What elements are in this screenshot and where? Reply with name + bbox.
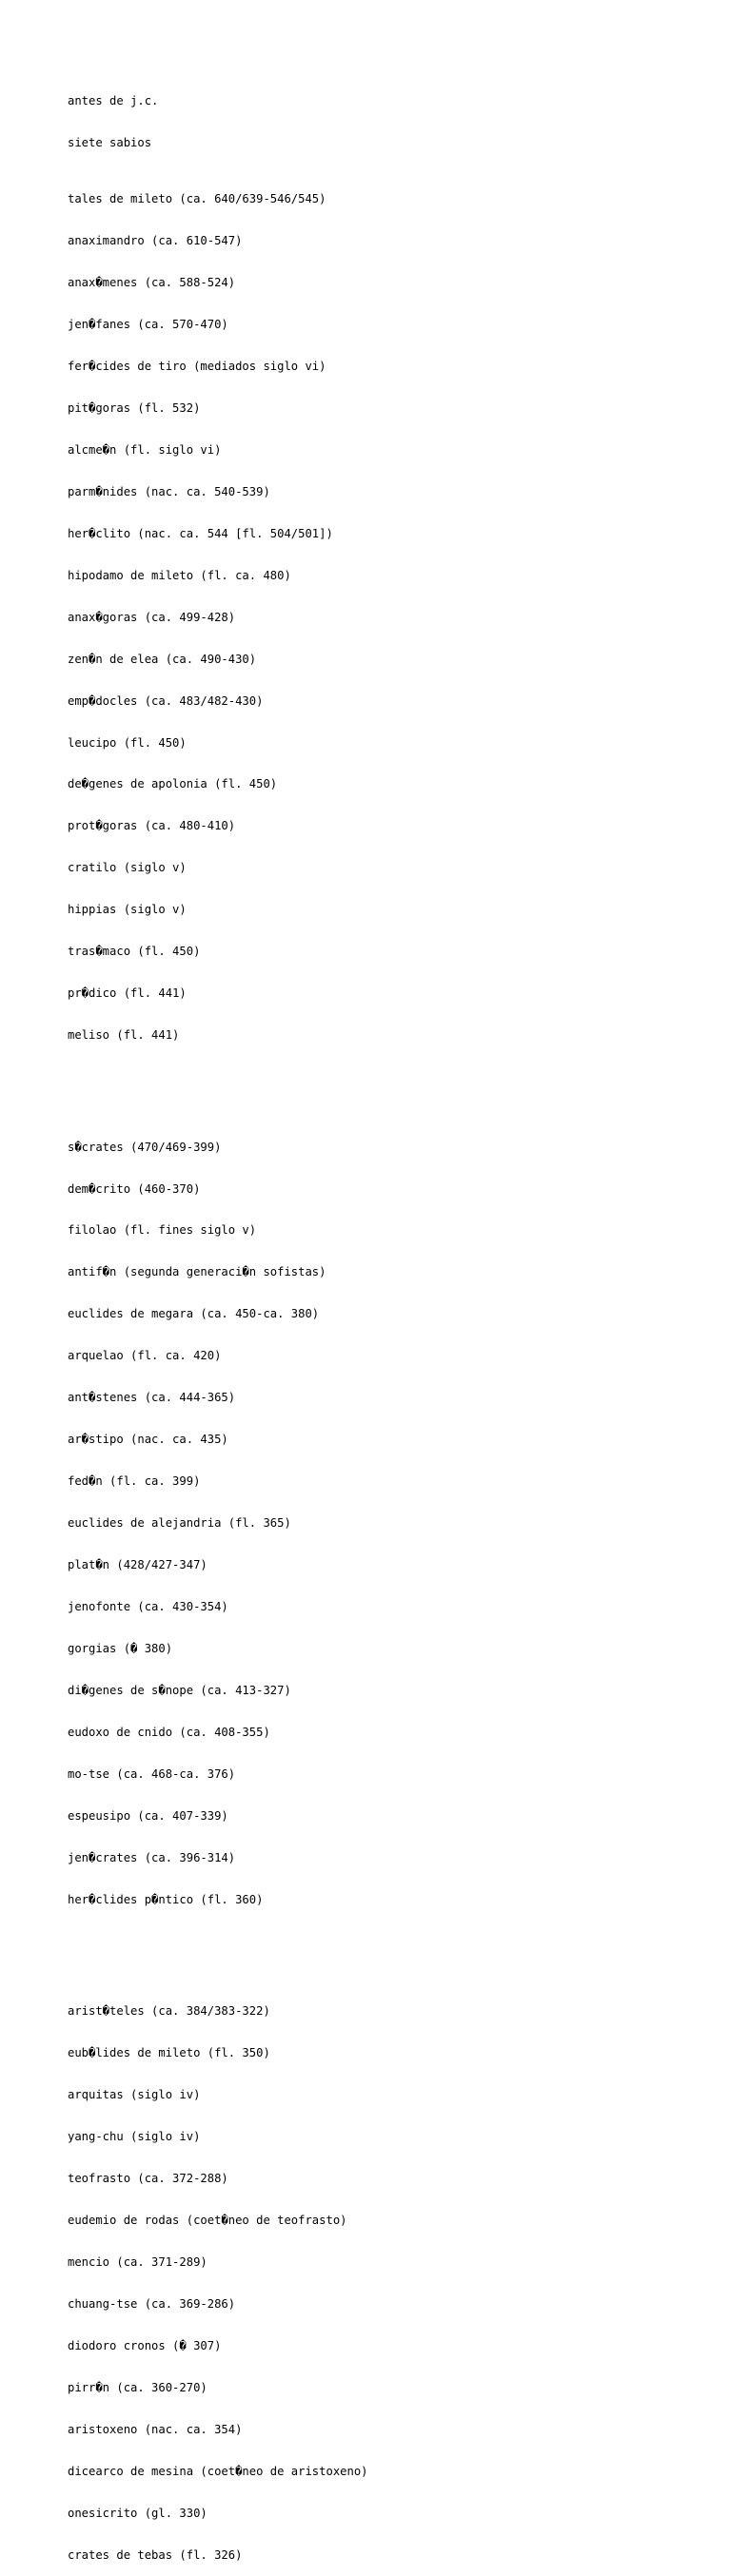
philosopher-entry: jenofonte (ca. 430-354) (68, 1600, 228, 1614)
philosopher-entry: de�genes de apolonia (fl. 450) (68, 777, 278, 791)
philosopher-entry: di�genes de s�nope (ca. 413-327) (68, 1684, 291, 1698)
philosopher-entry: jen�fanes (ca. 570-470) (68, 317, 228, 331)
philosopher-entry: onesicrito (gl. 330) (68, 2506, 207, 2520)
philosopher-entry: her�clides p�ntico (fl. 360) (68, 1892, 264, 1906)
philosopher-entry: eudoxo de cnido (ca. 408-355) (68, 1726, 270, 1740)
philosopher-entry: dicearco de mesina (coet�neo de aristoxeno) (68, 2464, 368, 2478)
philosopher-entry: cratilo (siglo v) (68, 861, 187, 875)
philosopher-entry: filolao (fl. fines siglo v) (68, 1223, 257, 1238)
section-divider (68, 1949, 368, 1963)
section-divider (68, 1084, 368, 1099)
doc-header-line: antes de j.c. (68, 94, 159, 108)
philosopher-entry: aristoxeno (nac. ca. 354) (68, 2422, 243, 2436)
philosopher-entry: her�clito (nac. ca. 544 [fl. 504/501]) (68, 526, 333, 540)
philosopher-entry: arist�teles (ca. 384/383-322) (68, 2004, 270, 2019)
philosopher-entry: meliso (fl. 441) (68, 1028, 180, 1043)
philosopher-entry: chuang-tse (ca. 369-286) (68, 2297, 236, 2311)
philosopher-entry: mo-tse (ca. 468-ca. 376) (68, 1767, 236, 1782)
philosopher-entry: diodoro cronos (� 307) (68, 2338, 222, 2352)
philosopher-entry: gorgias (� 380) (68, 1642, 173, 1656)
philosopher-entry: prot�goras (ca. 480-410) (68, 819, 236, 833)
philosopher-entry: pr�dico (fl. 441) (68, 986, 187, 1001)
philosopher-entry: zen�n de elea (ca. 490-430) (68, 652, 257, 666)
philosopher-entry: s�crates (470/469-399) (68, 1140, 222, 1154)
philosopher-entry: pirr�n (ca. 360-270) (68, 2380, 207, 2394)
philosopher-entry: parm�nides (nac. ca. 540-539) (68, 484, 270, 498)
philosopher-entry: hipodamo de mileto (fl. ca. 480) (68, 568, 291, 582)
philosopher-entry: mencio (ca. 371-289) (68, 2255, 207, 2270)
philosopher-entry: anax�menes (ca. 588-524) (68, 275, 236, 289)
philosopher-entry: espeusipo (ca. 407-339) (68, 1809, 228, 1824)
philosopher-entry: yang-chu (siglo iv) (68, 2130, 201, 2144)
philosopher-entry: ant�stenes (ca. 444-365) (68, 1391, 236, 1405)
philosopher-entry: leucipo (fl. 450) (68, 735, 187, 750)
philosopher-entry: emp�docles (ca. 483/482-430) (68, 693, 264, 708)
philosopher-entry: crates de tebas (fl. 326) (68, 2547, 243, 2562)
philosopher-entry: fer�cides de tiro (mediados siglo vi) (68, 359, 326, 373)
philosopher-entry: arquitas (siglo iv) (68, 2088, 201, 2102)
philosopher-entry: ar�stipo (nac. ca. 435) (68, 1433, 228, 1447)
philosopher-entry: dem�crito (460-370) (68, 1181, 201, 1196)
philosopher-entry: antif�n (segunda generaci�n sofistas) (68, 1265, 326, 1279)
philosopher-entry: arquelao (fl. ca. 420) (68, 1349, 222, 1363)
philosopher-entry: tras�maco (fl. 450) (68, 945, 201, 959)
doc-header-line: siete sabios (68, 136, 152, 150)
philosopher-entry: euclides de megara (ca. 450-ca. 380) (68, 1307, 320, 1321)
philosopher-entry: jen�crates (ca. 396-314) (68, 1851, 236, 1864)
philosopher-entry: plat�n (428/427-347) (68, 1558, 207, 1572)
philosopher-entry: euclides de alejandria (fl. 365) (68, 1516, 291, 1531)
philosopher-entry: fed�n (fl. ca. 399) (68, 1474, 201, 1489)
philosopher-entry: anaximandro (ca. 610-547) (68, 233, 243, 247)
philosopher-entry: pit�goras (fl. 532) (68, 400, 201, 415)
philosopher-entry: hippias (siglo v) (68, 903, 187, 917)
philosopher-entry: eub�lides de mileto (fl. 350) (68, 2046, 270, 2060)
philosopher-entry: tales de mileto (ca. 640/639-546/545) (68, 191, 326, 205)
philosopher-entry: anax�goras (ca. 499-428) (68, 610, 236, 624)
philosopher-entry: teofrasto (ca. 372-288) (68, 2172, 228, 2186)
document-text (68, 67, 368, 2576)
philosopher-entry: eudemio de rodas (coet�neo de teofrasto) (68, 2214, 347, 2228)
philosopher-entry: alcme�n (fl. siglo vi) (68, 442, 222, 457)
